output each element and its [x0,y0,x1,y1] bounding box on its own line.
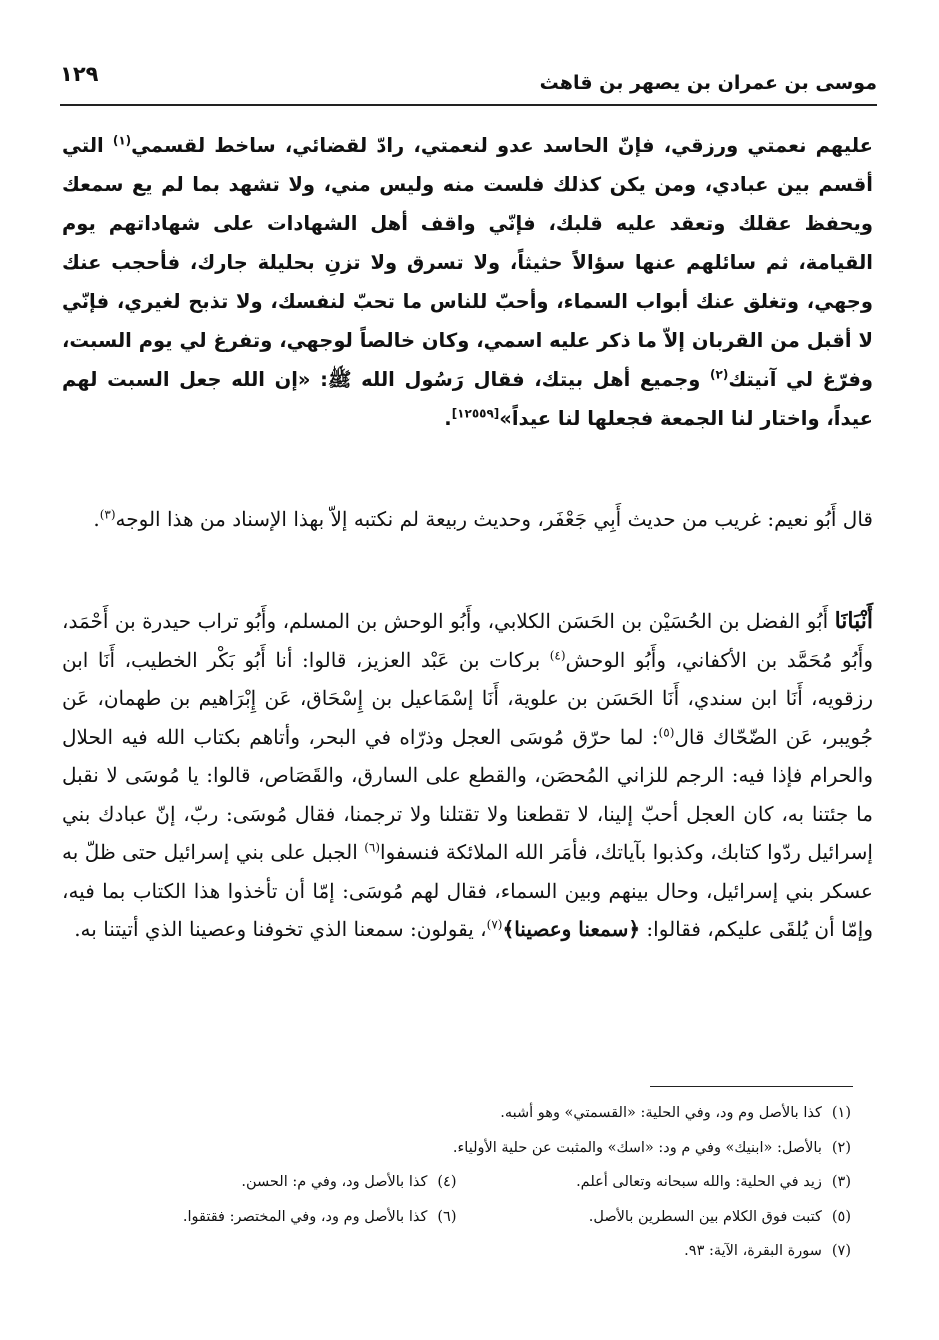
isnad-text-4: الجبل على بني إسرائيل حتى ظلّ به عسكر بني إسرائيل، وحال بينهم وبين السماء، فقال لهم مُوسَى: إمّا أن تأخذوا هذا الكتاب بما فيه، وإمّا أن يُلقَى عليكم، فقالوا: [62,840,873,941]
hadith-text-1: عليهم نعمتي ورزقي، فإنّ الحاسد عدو لنعمتي، رادّ لقضائي، ساخط لقسمي [131,134,873,157]
footnote-row [62,1131,851,1166]
footnote-5 [457,1209,852,1225]
footnote-number: (١) [831,1105,851,1122]
abu-nuaym-note-end: . [93,507,100,531]
footnote-text: كذا بالأصل وم ود، وفي الحلية: «القسمتي» وهو أشبه. [500,1105,822,1122]
footnote-text: بالأصل: «ابنيك» وفي م ود: «اسك» والمثبت عن حلية الأولياء. [452,1139,822,1156]
footnote-marker-3: (٣) [99,507,116,522]
footnote-text: سورة البقرة، الآية: ٩٣. [684,1243,822,1260]
footnote-row [62,1096,851,1131]
hadith-reference-number: [١٢٥٥٩] [451,406,500,421]
footnote-number: (٧) [831,1243,851,1260]
footnote-text: كذا بالأصل ود، وفي م: الحسن. [241,1174,428,1191]
isnad-paragraph [62,602,873,949]
isnad-text-5: ، يقولون: سمعنا الذي تخوفنا وعصينا الذي أتيتنا به. [74,917,487,941]
footnote-number: (٦) [437,1208,457,1225]
footnote-7 [62,1243,851,1259]
anbana-lead-word: أَنْبَانَا [834,608,873,634]
footnote-divider [650,1086,853,1087]
isnad-text-1: أَبُو الفضل بن الحُسَيْن بن الحَسَن الكلابي، وأَبُو الوحش بن المسلم، وأَبُو تراب حيدرة بن أَحْمَد، وأَبُو مُحَمَّد بن الأكفاني، وأَبُو الوحش [62,609,874,672]
footnote-marker-4: (٤) [549,647,566,662]
footnote-marker-7: (٧) [486,917,503,932]
footnote-row [62,1165,851,1200]
footnote-number: (٣) [831,1174,851,1191]
footnote-number: (٤) [437,1174,457,1191]
hadith-text-2: التي أقسم بين عبادي، ومن يكن كذلك فلست منه وليس مني، ولا تشهد بما لم يع سمعك ويحفظ عقلك وتعقد عليه قلبك، فإنّي واقف أهل الشهادات على شهاداتهم يوم القيامة، ثم سائلهم عنها سؤالاً حثيثاً، ولا تسرق ولا تزنِ بحليلة جارك، فأحجب عنك وجهي، وتغلق عنك أبواب السماء، وأحبّ للناس ما تحبّ لنفسك، ولا تذبح لغيري، فإنّي لا أقبل من القربان إلاّ ما ذكر عليه اسمي، وكان خالصاً لوجهي، وتفرغ لي يوم السبت، وفرّغ لي آنيتك [62,134,873,391]
footnote-3 [457,1174,852,1190]
footnote-marker-2: (٢) [710,367,729,382]
page-number: ١٢٩ [60,62,99,86]
quran-quote: ﴿سمعنا وعصينا﴾ [502,917,641,941]
isnad-text-3: : لما حرّق مُوسَى العجل وذرّاه في البحر، وأتاهم بكتاب الله فيه الحلال والحرام فإذا فيه: الرجم للزاني المُحصَن، والقطع على السارق، والقَصَاص، قالوا: يا مُوسَى لا نقبل ما جئتنا به، كان العجل أحبّ إلينا، لا تقطعنا ولا تقتلنا ولا ترجمنا، فقال مُوسَى: ربّ، إنّ عبادك بني إسرائيل ردّوا كتابك، وكذبوا بآياتك، فأمَر الله الملائكة فنسفوا [62,724,873,864]
footnote-2 [62,1140,851,1156]
abu-nuaym-note-text: قال أَبُو نعيم: غريب من حديث أَبِي جَعْفَر، وحديث ربيعة لم نكتبه إلاّ بهذا الإسناد من هذا الوجه [115,507,873,531]
footnotes-section [62,1096,851,1269]
footnote-marker-5: (٥) [658,724,675,739]
footnote-6 [62,1209,457,1225]
hadith-text-3: وجميع أهل بيتك، فقال رَسُول الله ﷺ: «إن الله جعل السبت لهم عيداً، واختار لنا الجمعة فجعلها لنا عيداً» [62,368,873,430]
hadith-paragraph [62,126,873,438]
footnote-text: زيد في الحلية: والله سبحانه وتعالى أعلم. [576,1174,822,1191]
footnote-row [62,1200,851,1235]
running-title: موسى بن عمران بن يصهر بن قاهث [539,72,877,94]
footnote-number: (٢) [831,1139,851,1156]
footnote-1 [62,1105,851,1121]
footnote-marker-1: (١) [112,133,132,148]
hadith-end-mark: . [444,407,452,430]
footnote-text: كذا بالأصل وم ود، وفي المختصر: فقتقوا. [182,1208,428,1225]
isnad-text-2: بركات بن عَبْد العزيز، قالوا: أنا أَبُو بَكْر الخطيب، أَنَا ابن رزقويه، أَنَا ابن سندي، أَنَا الحَسَن بن علوية، أَنَا إسْمَاعيل بن إِسْحَاق، عَن إِبْرَاهيم بن طهمان، عَن جُويبر، عَن الضّحّاك قال [62,647,874,749]
footnote-marker-6: (٦) [364,840,381,855]
footnote-4 [62,1174,457,1190]
footnote-text: كتبت فوق الكلام بين السطرين بالأصل. [588,1208,822,1225]
page-header [60,62,877,106]
footnote-row [62,1234,851,1269]
abu-nuaym-note-paragraph [62,500,873,538]
footnote-number: (٥) [831,1208,851,1225]
